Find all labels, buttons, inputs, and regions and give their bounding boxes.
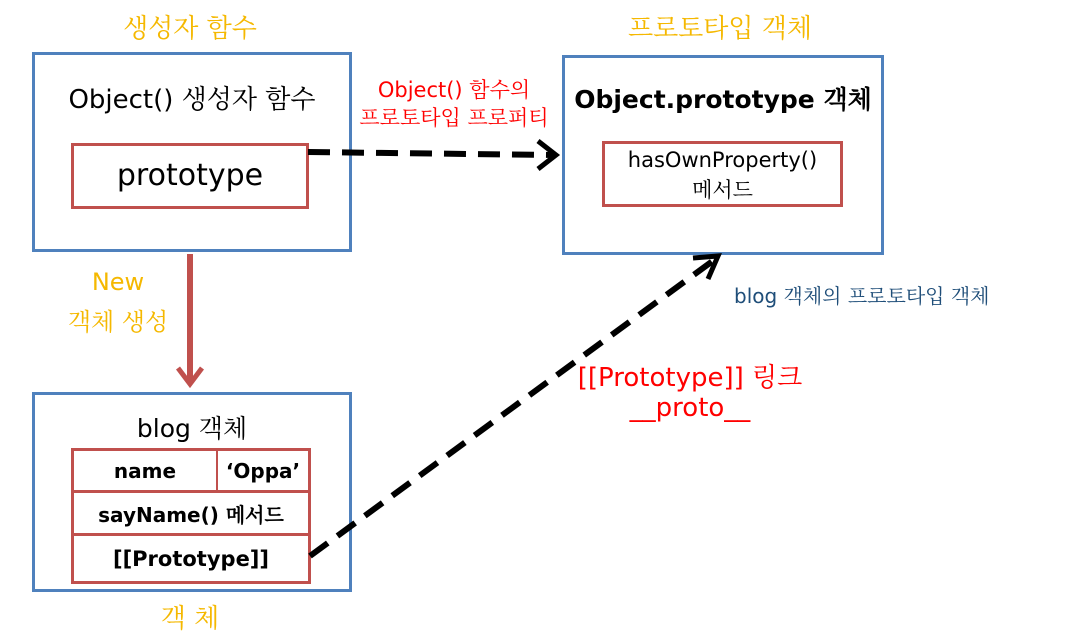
prototype-property-label-line1: Object() 함수의 <box>377 78 531 102</box>
hasownproperty-label: hasOwnProperty() <box>627 148 818 172</box>
create-object-label: 객체 생성 <box>67 308 169 336</box>
prototype-property-arrow <box>308 152 552 155</box>
name-value-cell: ‘Oppa’ <box>225 459 301 483</box>
prototype-object-title: Object.prototype 객체 <box>574 85 872 114</box>
blog-object-title: blog 객체 <box>136 414 248 443</box>
blog-prototype-note: blog 객체의 프로토타입 객체 <box>734 284 990 308</box>
constructor-title: Object() 생성자 함수 <box>68 85 316 115</box>
prototype-property-label: prototype <box>116 158 264 193</box>
prototype-slot-cell: [[Prototype]] <box>112 546 270 571</box>
name-key-cell: name <box>113 459 177 483</box>
prototype-property-label-line2: 프로토타입 프로퍼티 <box>359 106 549 130</box>
hasownproperty-method-label: 메서드 <box>692 178 753 202</box>
constructor-heading: 생성자 함수 <box>123 14 257 44</box>
instance-heading: 객 체 <box>160 604 220 634</box>
prototype-object-heading: 프로토타입 객체 <box>627 14 813 44</box>
sayname-method-cell: sayName() 메서드 <box>98 502 284 527</box>
prototype-link-label: [[Prototype]] 링크 <box>577 363 803 393</box>
new-label: New <box>91 268 145 296</box>
proto-accessor-label: __proto__ <box>629 393 751 423</box>
